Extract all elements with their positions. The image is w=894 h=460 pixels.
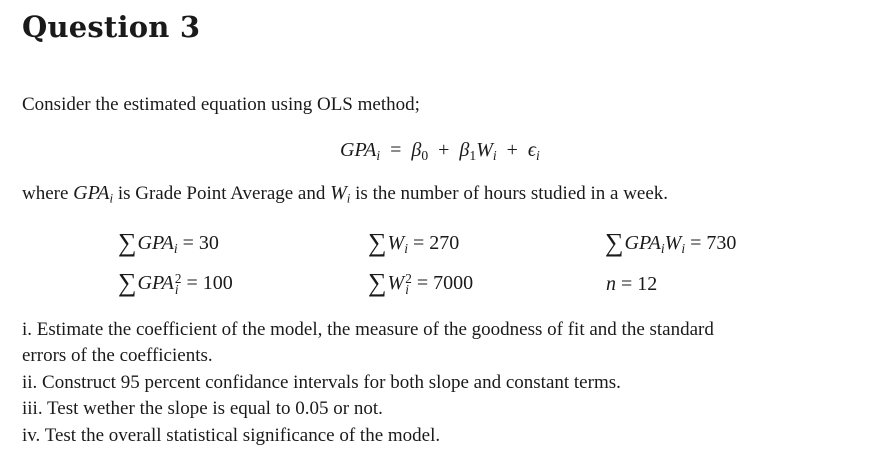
subscript: i [681,240,686,256]
w-symbol: W [330,182,347,204]
subscript: 1 [469,147,477,163]
equals-sign: = [390,139,402,161]
gpa-symbol: GPA [73,182,110,204]
equals-sign: = [416,272,429,294]
beta1-symbol: β [459,139,470,161]
model-equation [340,139,540,164]
equals-sign: = [621,273,633,295]
sum-value: 30 [198,232,219,254]
beta0-symbol: β [411,139,422,161]
sum-variable: GPA [624,232,661,254]
sum-gpa-w [605,228,736,258]
subscript: i [404,240,408,256]
plus-sign: + [438,139,450,161]
equals-sign: = [413,232,425,254]
equals-sign: = [182,232,194,254]
sum-value: 270 [429,232,460,254]
sample-size-value: 12 [637,273,658,295]
subscript: 0 [421,147,429,163]
sum-gpa [118,228,219,258]
sigma-symbol: ∑ [118,268,137,297]
subscript: i [535,147,540,163]
subscript: i [174,281,179,297]
sum-value: 730 [706,232,737,254]
equals-sign: = [186,272,198,294]
sum-variable: GPA [137,232,174,254]
subscript: i [660,240,665,256]
epsilon-symbol: ϵ [527,139,536,161]
sigma-symbol: ∑ [118,228,137,257]
w-symbol: W [476,139,493,161]
task-i-line2: errors of the coefficients. [22,345,213,366]
subscript: i [405,281,409,297]
subscript: i [346,190,351,206]
subscript: i [173,240,178,256]
definitions-line [22,182,668,207]
definition-text: is Grade Point Average and [117,183,326,204]
sum-variable: GPA [137,272,174,294]
definition-text: is the number of hours studied in a week. [355,183,669,204]
gpa-symbol: GPA [340,139,377,161]
task-ii: ii. Construct 95 percent confidance intervals for both slope and constant terms. [22,372,621,393]
subscript: i [492,147,497,163]
plus-sign: + [506,139,518,161]
sigma-symbol: ∑ [368,228,387,257]
sum-gpa-squared [118,268,233,298]
where-word: where [22,183,69,204]
subscript: i [376,147,381,163]
sample-size [606,273,657,296]
sum-w-squared [368,268,473,298]
sigma-symbol: ∑ [605,228,624,257]
intro-text: Consider the estimated equation using OLS method; [22,94,420,115]
sigma-symbol: ∑ [368,268,387,297]
sup-sub [174,271,182,297]
sup-sub [405,271,412,297]
superscript: 2 [405,271,412,287]
task-i-line1: i. Estimate the coefficient of the model, the measure of the goodness of fit and the standard [22,319,714,340]
sum-variable: W [664,232,682,254]
sum-w [368,228,459,258]
sum-value: 7000 [433,272,474,294]
question-heading: Question 3 [22,10,201,44]
subscript: i [109,190,114,206]
task-iii: iii. Test wether the slope is equal to 0.05 or not. [22,398,383,419]
sum-value: 100 [202,272,233,294]
sum-variable: W [387,272,405,294]
sum-variable: W [387,232,405,254]
n-symbol: n [606,273,616,295]
task-iv: iv. Test the overall statistical significance of the model. [22,425,441,446]
equals-sign: = [690,232,702,254]
superscript: 2 [174,271,182,287]
